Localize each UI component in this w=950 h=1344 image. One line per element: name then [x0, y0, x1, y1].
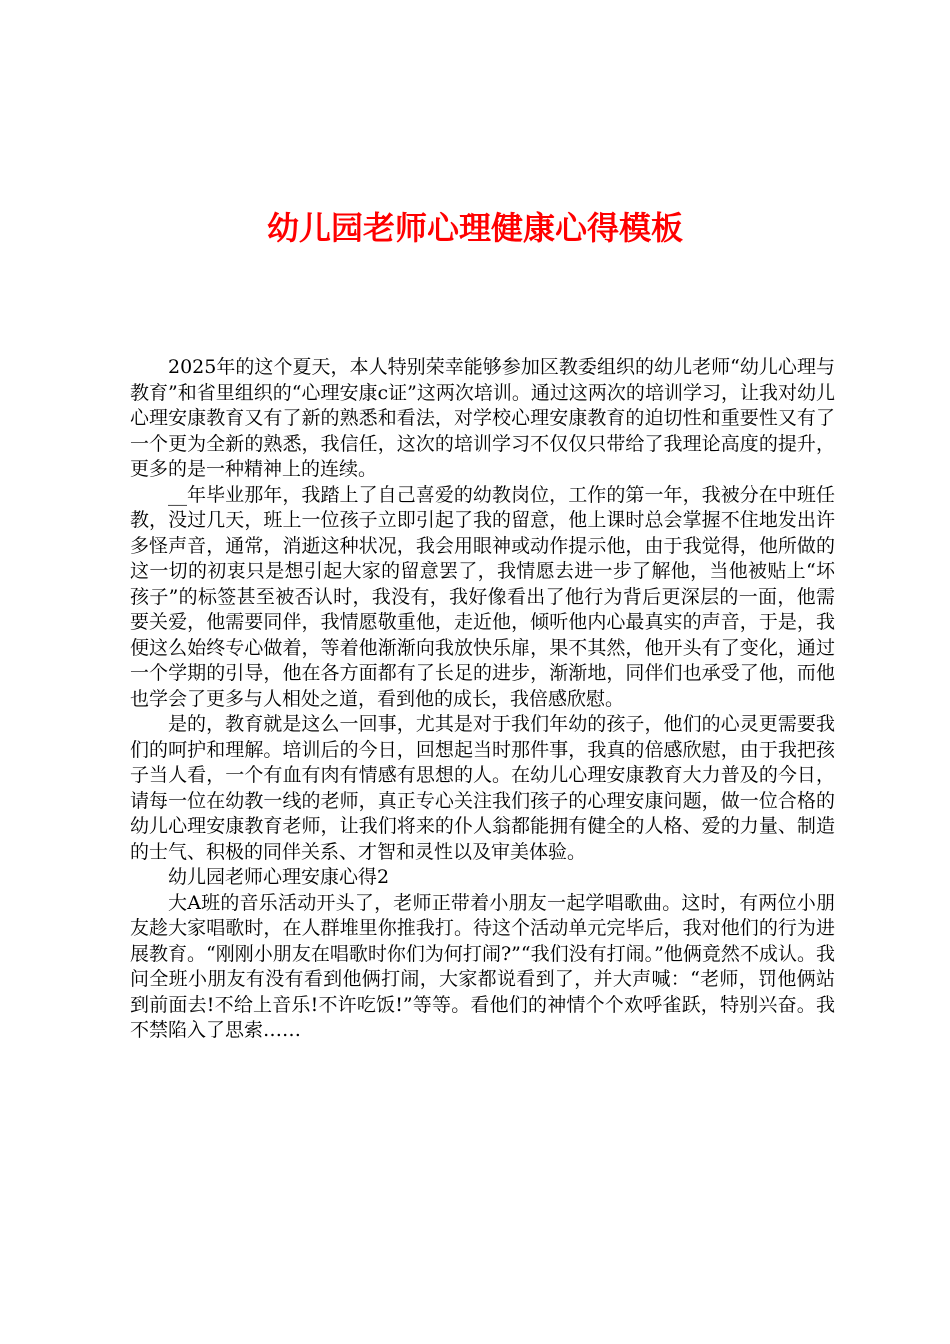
paragraph-3: 是的，教育就是这么一回事，尤其是对于我们年幼的孩子，他们的心灵更需要我们的呵护和理解。培训后的今日，回想起当时那件事，我真的倍感欣慰，由于我把孩子当人看，一个有血有肉有情感有思想的人。在幼儿心理安康教育大力普及的今日，请每一位在幼教一线的老师，真正专心关注我们孩子的心理安康问题，做一位合格的幼儿心理安康教育老师，让我们将来的仆人翁都能拥有健全的人格、爱的力量、制造的士气、积极的同伴关系、才智和灵性以及审美体验。 [130, 713, 835, 863]
document-body [130, 355, 835, 1044]
section-subtitle: 幼儿园老师心理安康心得2 [168, 866, 390, 888]
paragraph-4: 大A班的音乐活动开头了，老师正带着小朋友一起学唱歌曲。这时，有两位小朋友趁大家唱歌时，在人群堆里你推我打。待这个活动单元完毕后，我对他们的行为进展教育。“刚刚小朋友在唱歌时你们为何打闹?”“我们没有打闹。”他俩竟然不成认。我问全班小朋友有没有看到他俩打闹，大家都说看到了，并大声喊：“老师，罚他俩站到前面去!不给上音乐!不许吃饭!”等等。看他们的神情个个欢呼雀跃，特别兴奋。我不禁陷入了思索…… [130, 891, 835, 1041]
paragraph-1: 2025年的这个夏天，本人特别荣幸能够参加区教委组织的幼儿老师“幼儿心理与教育”和省里组织的“心理安康c证”这两次培训。通过这两次的培训学习，让我对幼儿心理安康教育又有了新的熟悉和看法，对学校心理安康教育的迫切性和重要性又有了一个更为全新的熟悉，我信任，这次的培训学习不仅仅只带给了我理论高度的提升，更多的是一种精神上的连续。 [130, 356, 835, 480]
document-title: 幼儿园老师心理健康心得模板 [266, 209, 683, 247]
paragraph-2: __年毕业那年，我踏上了自己喜爱的幼教岗位，工作的第一年，我被分在中班任教，没过几天，班上一位孩子立即引起了我的留意，他上课时总会掌握不住地发出许多怪声音，通常，消逝这种状况，我会用眼神或动作提示他，由于我觉得，他所做的这一切的初衷只是想引起大家的留意罢了，我情愿去进一步了解他，当他被贴上“坏孩子”的标签甚至被否认时，我没有，我好像看出了他行为背后更深层的一面，他需要关爱，他需要同伴，我情愿敬重他，走近他，倾听他内心最真实的声音，于是，我便这么始终专心做着，等着他渐渐向我放快乐扉，果不其然，他开头有了变化，通过一个学期的引导，他在各方面都有了长足的进步，渐渐地，同伴们也承受了他，而他也学会了更多与人相处之道，看到他的成长，我倍感欣慰。 [130, 483, 835, 710]
